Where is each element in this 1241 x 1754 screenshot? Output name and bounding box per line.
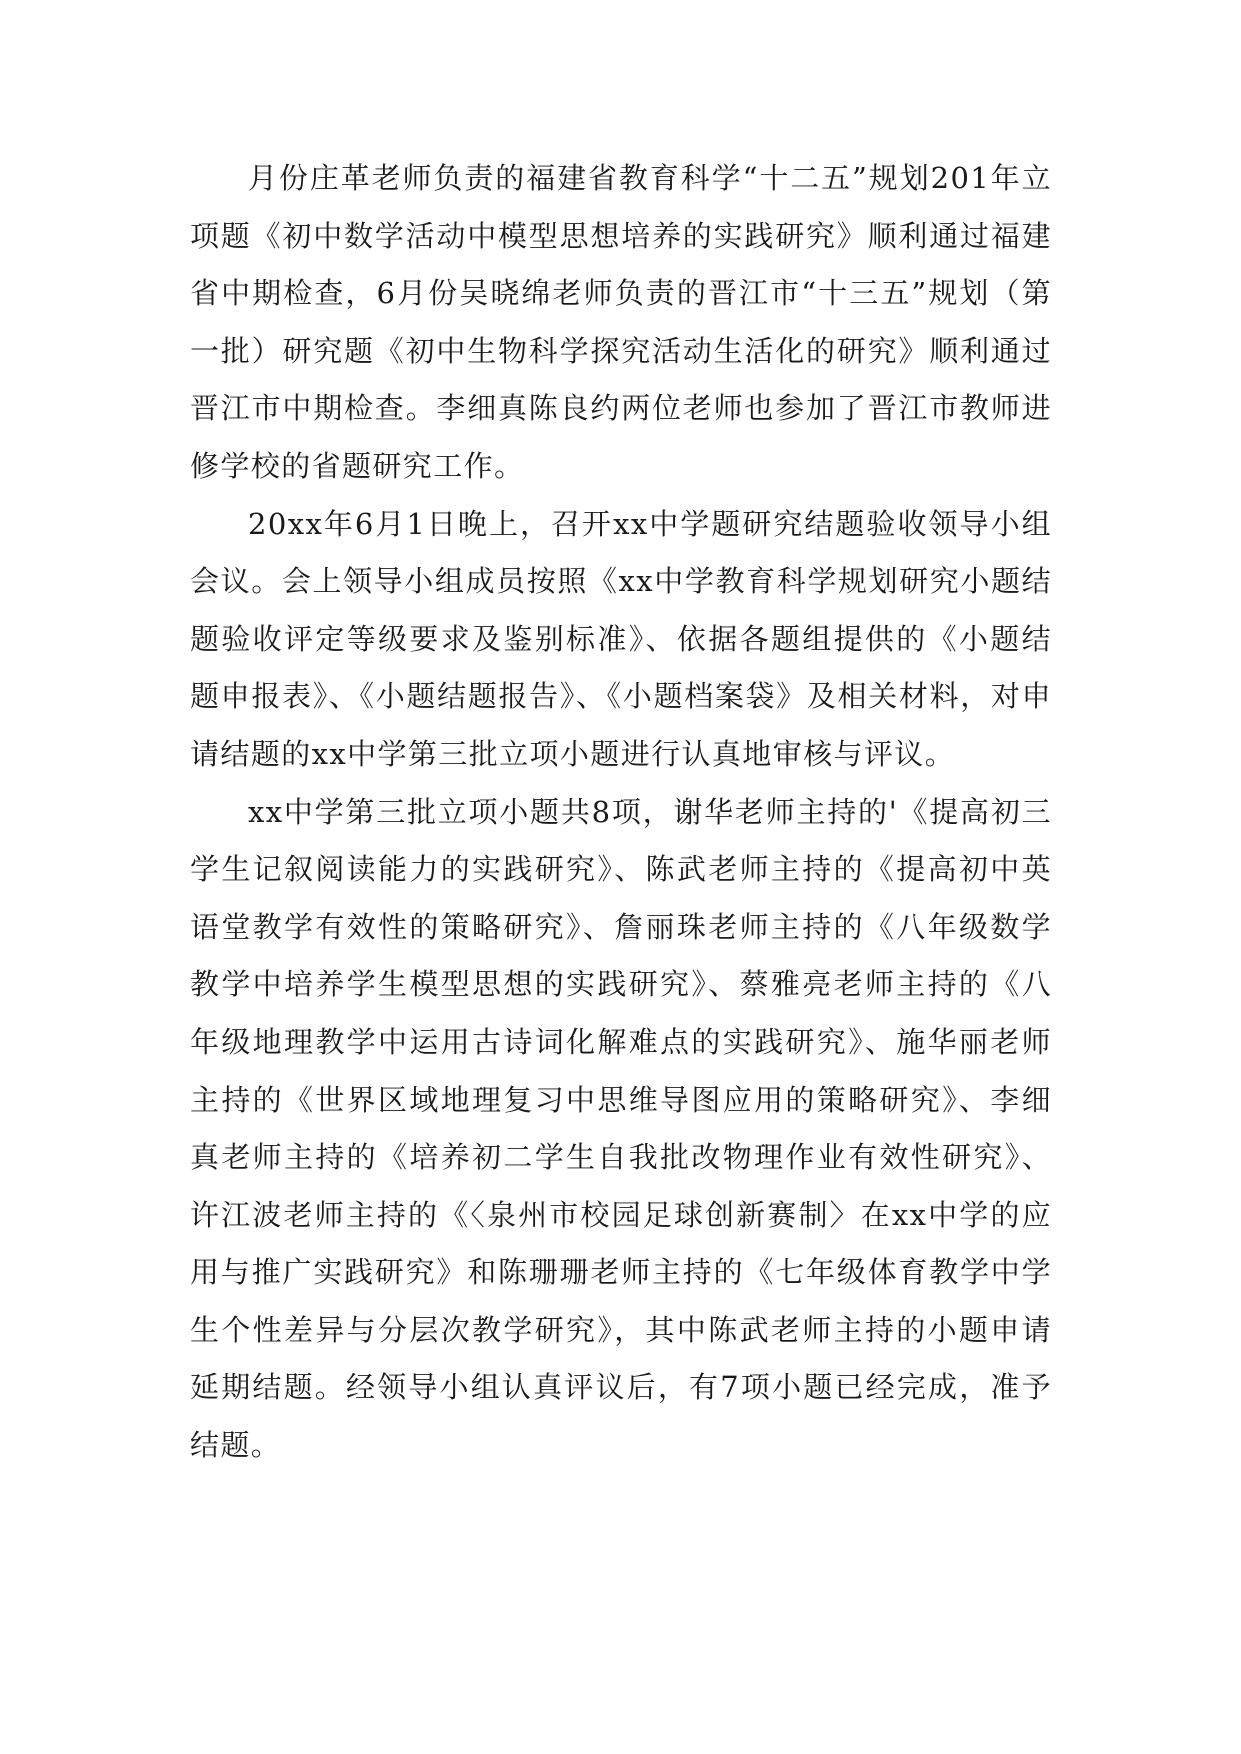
paragraph-2: 20xx年6月1日晚上，召开xx中学题研究结题验收领导小组会议。会上领导小组成员按照《xx中学教育科学规划研究小题结题验收评定等级要求及鉴别标准》、依据各题组提供的《小题结题申报表》、《小题结题报告》、《小题档案袋》及相关材料，对申请结题的xx中学第三批立项小题进行认真地审核与评议。 [190, 506, 1052, 771]
document-body [190, 150, 1052, 1475]
paragraph-3: xx中学第三批立项小题共8项，谢华老师主持的'《提高初三学生记叙阅读能力的实践研究》、陈武老师主持的《提高初中英语堂教学有效性的策略研究》、詹丽珠老师主持的《八年级数学教学中培养学生模型思想的实践研究》、蔡雅亮老师主持的《八年级地理教学中运用古诗词化解难点的实践研究》、施华丽老师主持的《世界区域地理复习中思维导图应用的策略研究》、李细真老师主持的《培养初二学生自我批改物理作业有效性研究》、许江波老师主持的《〈泉州市校园足球创新赛制〉在xx中学的应用与推广实践研究》和陈珊珊老师主持的《七年级体育教学中学生个性差异与分层次教学研究》，其中陈武老师主持的小题申请延期结题。经领导小组认真评议后，有7项小题已经完成，准予结题。 [190, 794, 1052, 1463]
paragraph-1: 月份庄革老师负责的福建省教育科学“十二五”规划201年立项题《初中数学活动中模型思想培养的实践研究》顺利通过福建省中期检查，6月份吴晓绵老师负责的晋江市“十三五”规划（第一批）研究题《初中生物科学探究活动生活化的研究》顺利通过晋江市中期检查。李细真陈良约两位老师也参加了晋江市教师进修学校的省题研究工作。 [190, 161, 1053, 483]
